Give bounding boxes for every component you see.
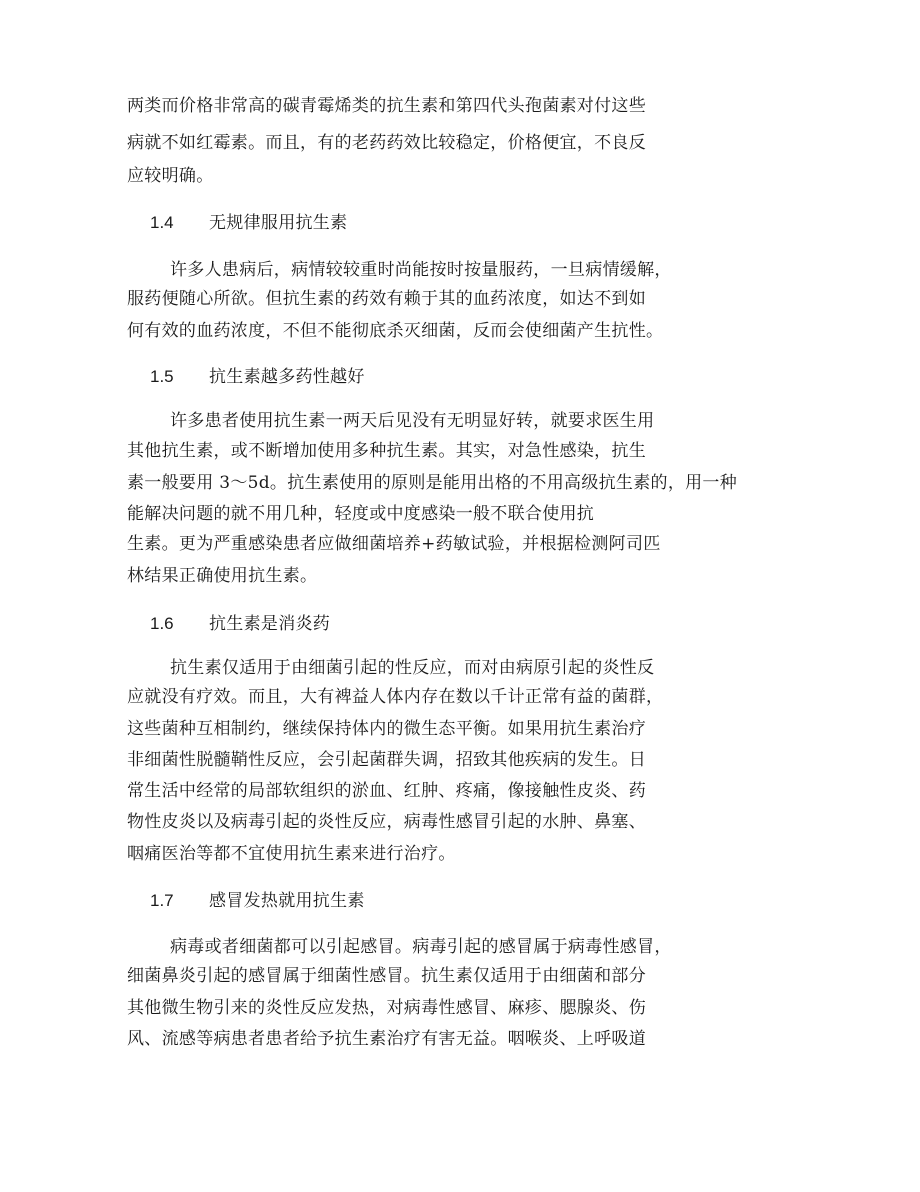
paragraph-line: 服药便随心所欲。但抗生素的药效有赖于其的血药浓度，如达不到如 bbox=[127, 289, 646, 309]
paragraph-line: 素一般要用 3～5d。抗生素使用的原则是能用出格的不用高级抗生素的，用一种 bbox=[127, 473, 738, 493]
paragraph-line: 应就没有疗效。而且，大有裨益人体内存在数以千计正常有益的菌群， bbox=[127, 687, 664, 707]
section-title: 无规律服用抗生素 bbox=[209, 213, 348, 233]
section-heading-1-7 bbox=[150, 890, 365, 912]
section-number: 1.5 bbox=[150, 367, 174, 386]
paragraph-line: 林结果正确使用抗生素。 bbox=[127, 566, 318, 586]
paragraph-line: 其他抗生素，或不断增加使用多种抗生素。其实，对急性感染，抗生 bbox=[127, 441, 646, 461]
paragraph-line: 抗生素仅适用于由细菌引起的性反应，而对由病原引起的炎性反 bbox=[170, 658, 655, 678]
intro-line-3: 应较明确。 bbox=[127, 166, 214, 186]
paragraph-line: 细菌鼻炎引起的感冒属于细菌性感冒。抗生素仅适用于由细菌和部分 bbox=[127, 966, 646, 986]
paragraph-line: 能解决问题的就不用几种，轻度或中度感染一般不联合使用抗 bbox=[127, 504, 595, 524]
paragraph-line: 常生活中经常的局部软组织的淤血、红肿、疼痛，像接触性皮炎、药 bbox=[127, 781, 646, 801]
paragraph-line: 病毒或者细菌都可以引起感冒。病毒引起的感冒属于病毒性感冒， bbox=[170, 937, 672, 957]
intro-line-1: 两类而价格非常高的碳青霉烯类的抗生素和第四代头孢菌素对付这些 bbox=[127, 96, 646, 116]
paragraph-line: 咽痛医治等都不宜使用抗生素来进行治疗。 bbox=[127, 844, 456, 864]
paragraph-line: 风、流感等病患者患者给予抗生素治疗有害无益。咽喉炎、上呼吸道 bbox=[127, 1029, 646, 1049]
paragraph-line: 许多患者使用抗生素一两天后见没有无明显好转，就要求医生用 bbox=[170, 411, 655, 431]
section-number: 1.6 bbox=[150, 614, 174, 633]
section-title: 抗生素是消炎药 bbox=[209, 614, 331, 634]
paragraph-line: 许多人患病后，病情较较重时尚能按时按量服药，一旦病情缓解， bbox=[170, 260, 672, 280]
section-number: 1.7 bbox=[150, 891, 174, 910]
paragraph-line: 生素。更为严重感染患者应做细菌培养+药敏试验，并根据检测阿司匹 bbox=[127, 534, 661, 554]
section-title: 抗生素越多药性越好 bbox=[209, 367, 365, 387]
intro-line-2: 病就不如红霉素。而且，有的老药药效比较稳定，价格便宜，不良反 bbox=[127, 133, 646, 153]
paragraph-line: 何有效的血药浓度，不但不能彻底杀灭细菌，反而会使细菌产生抗性。 bbox=[127, 321, 664, 341]
paragraph-line: 非细菌性脱髓鞘性反应，会引起菌群失调，招致其他疾病的发生。日 bbox=[127, 750, 646, 770]
paragraph-line: 物性皮炎以及病毒引起的炎性反应，病毒性感冒引起的水肿、鼻塞、 bbox=[127, 812, 646, 832]
section-number: 1.4 bbox=[150, 213, 174, 232]
section-title: 感冒发热就用抗生素 bbox=[209, 891, 365, 911]
section-heading-1-5 bbox=[150, 366, 365, 388]
section-heading-1-4 bbox=[150, 212, 347, 234]
paragraph-line: 这些菌种互相制约，继续保持体内的微生态平衡。如果用抗生素治疗 bbox=[127, 719, 646, 739]
paragraph-line: 其他微生物引来的炎性反应发热，对病毒性感冒、麻疹、腮腺炎、伤 bbox=[127, 998, 646, 1018]
section-heading-1-6 bbox=[150, 613, 330, 635]
